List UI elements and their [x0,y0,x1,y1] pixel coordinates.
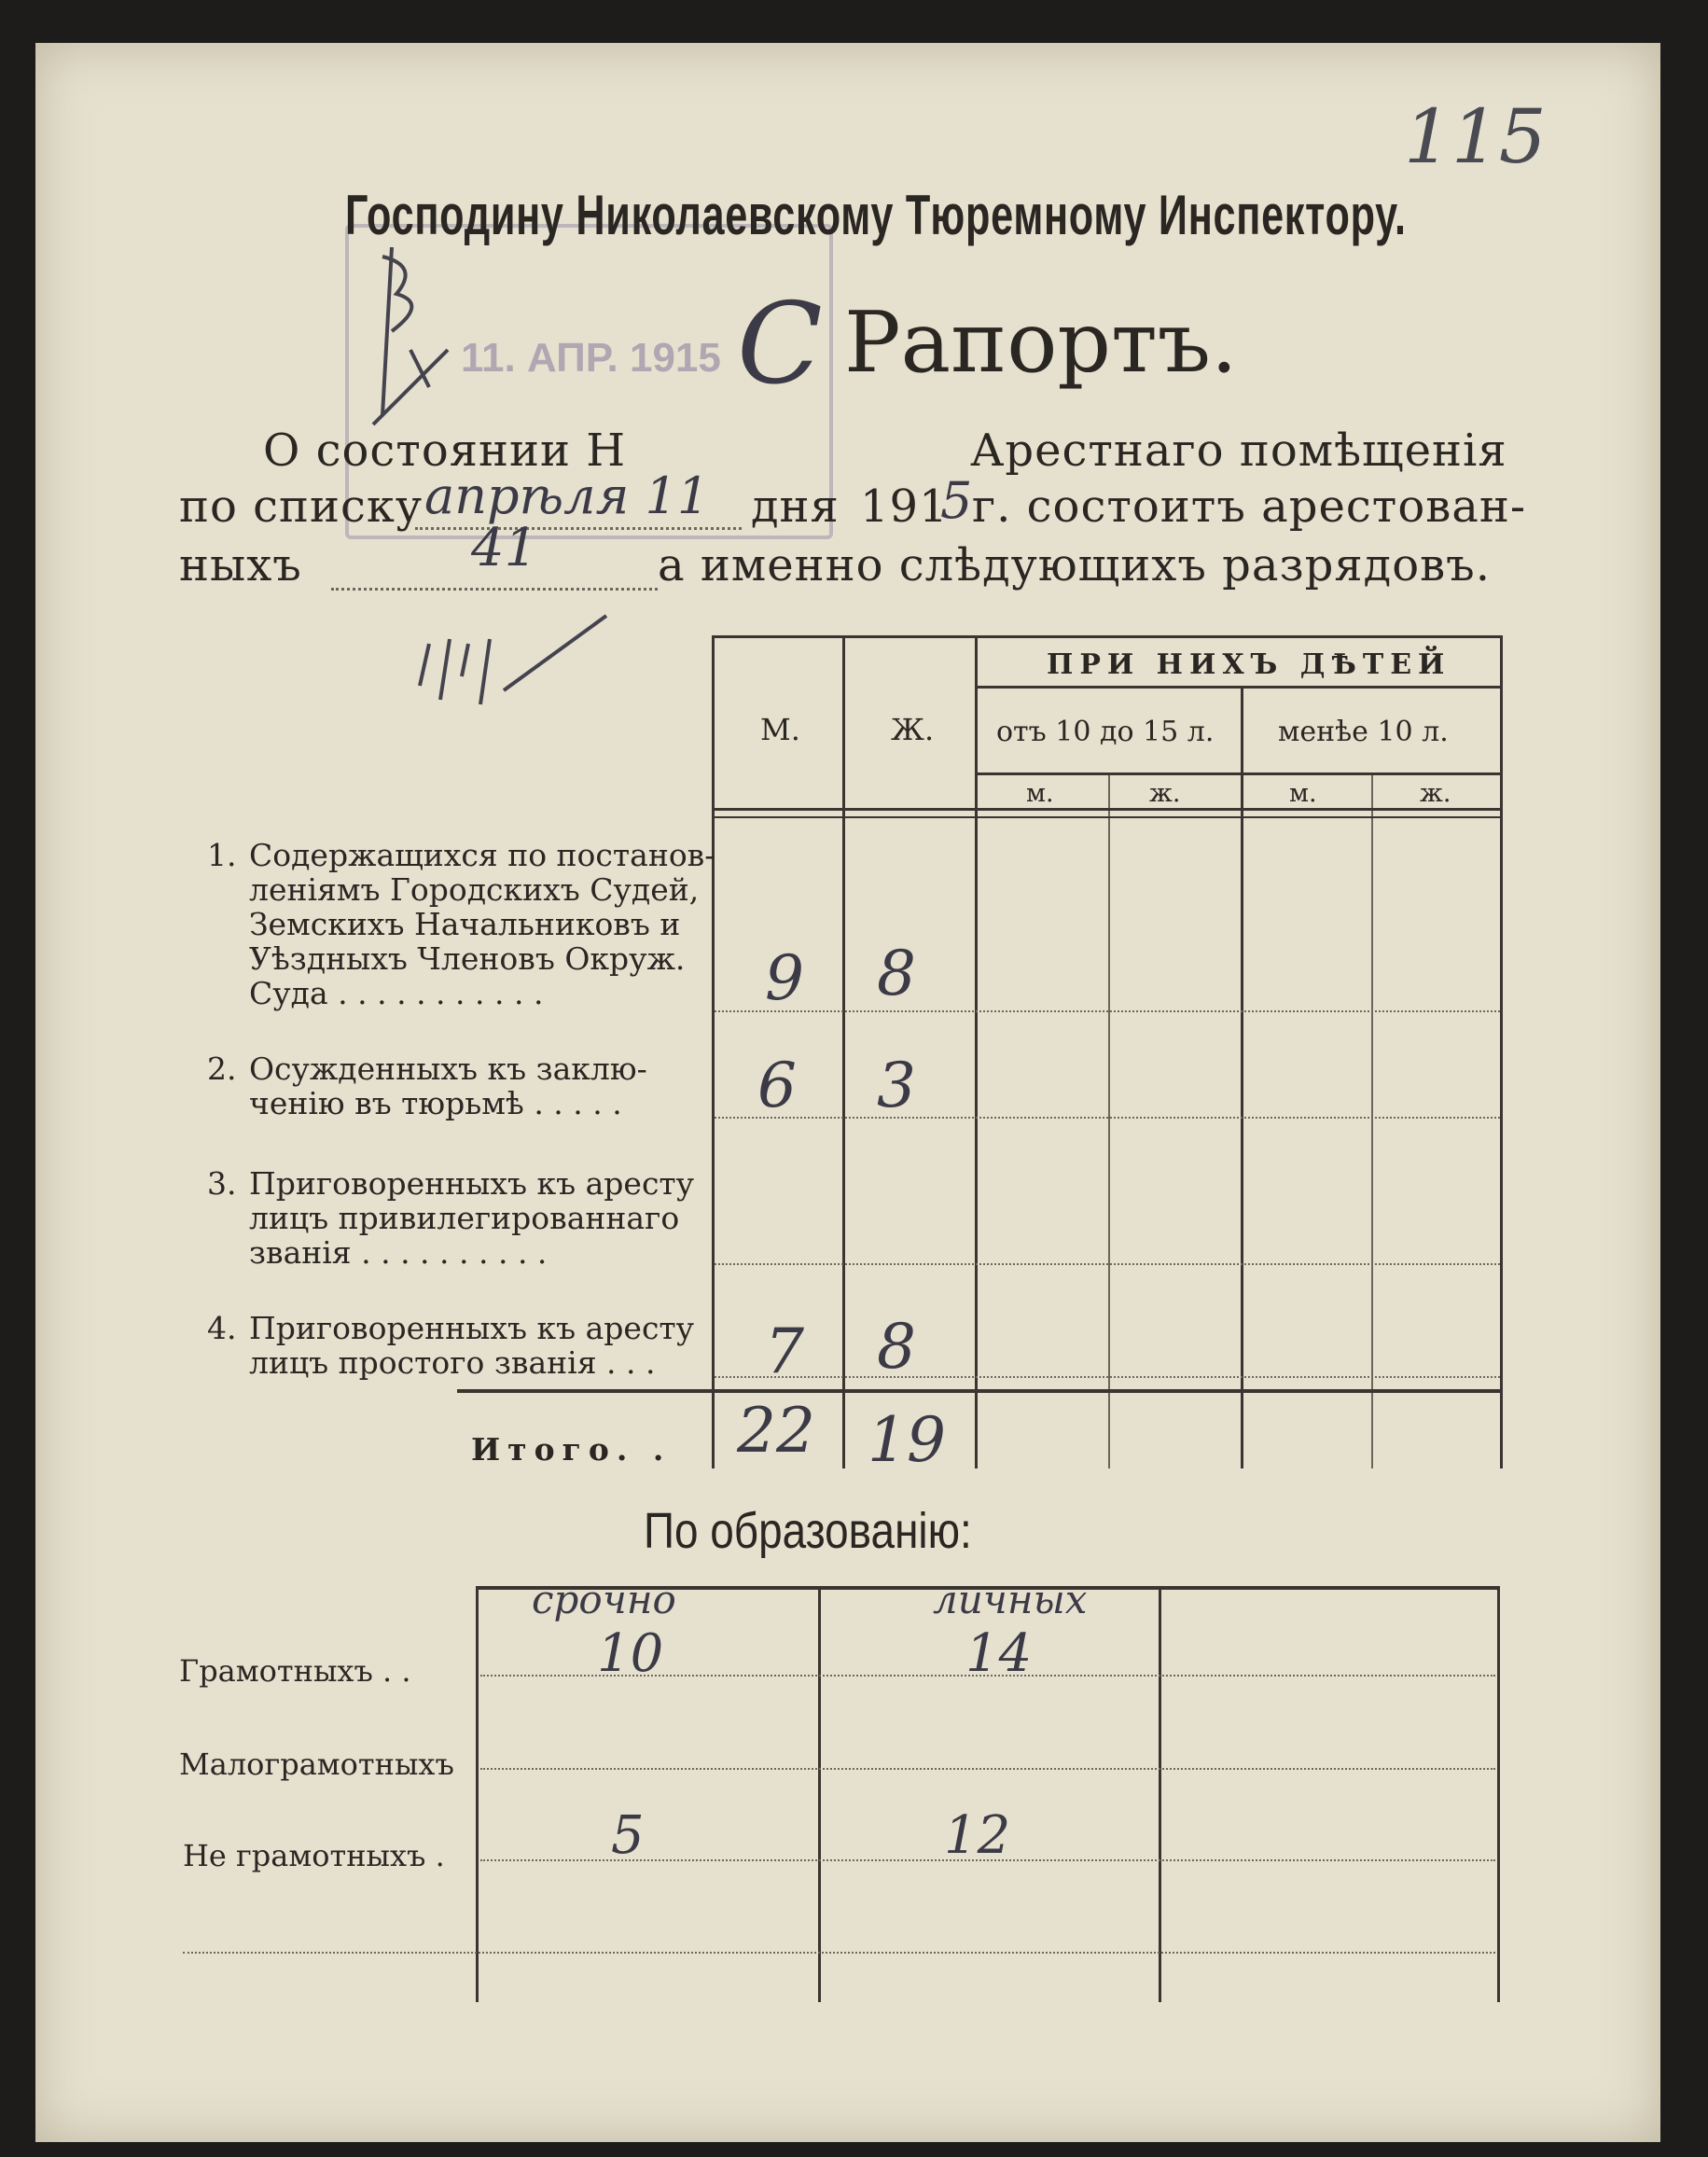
illiterate-col1: 5 [611,1805,645,1866]
education-col2-header: личных [933,1577,1088,1622]
table-total-rule [457,1389,1503,1393]
row-1-female: 8 [877,938,916,1009]
table-top-rule [712,635,1503,638]
header-age-under-10: менѣе 10 л. [1278,716,1449,748]
education-row-literate: Грамотныхъ . . [179,1653,411,1689]
education-row-illiterate: Не грамотныхъ . [183,1838,445,1873]
header-children: ПРИ НИХЪ ДѢТЕЙ [1047,648,1451,681]
handwritten-year-digit: 5 [940,471,973,530]
table-header-rule [712,808,1503,811]
intro-line-3-end: а именно слѣдующихъ разрядовъ. [658,539,1491,591]
dotted-line [415,527,742,530]
dotted-line [331,588,658,591]
row-4-male: 7 [765,1315,804,1387]
total-label: Итого. . [471,1431,672,1468]
table-header-rule [712,816,1503,818]
header-male: М. [760,712,800,747]
row-4-female: 8 [877,1311,916,1383]
table-col-rule [1371,774,1373,1468]
subheader-female: ж. [1420,779,1451,808]
handwritten-mark [354,238,466,434]
subheader-female: ж. [1149,779,1181,808]
intro-line-2-day: дня [751,480,840,533]
addressee: Господину Николаевскому Тюремному Инспектору. [345,184,1407,246]
intro-line-1-start: О состоянии Н [263,424,627,477]
education-col-rule [1159,1586,1161,2002]
table-rule [975,772,1503,775]
education-row-rule [183,1952,1495,1954]
table-col-rule [975,635,978,1468]
education-col-rule [818,1586,821,2002]
table-col-rule [1241,686,1243,1468]
page-number: 115 [1404,93,1547,180]
table-col-rule [1108,774,1110,1468]
subheader-male: м. [1289,779,1317,808]
total-male: 22 [737,1395,815,1467]
document-title: Рапортъ. [844,294,1238,392]
total-female: 19 [868,1404,946,1476]
row-2-male: 6 [757,1050,797,1121]
row-rule [715,1010,1500,1012]
table-left-rule [712,635,715,1468]
table-right-rule [1500,635,1503,1468]
table-col-rule [842,635,845,1468]
intro-line-2-year: 191 [860,480,949,533]
header-age-10-15: отъ 10 до 15 л. [996,716,1215,748]
intro-line-2-start: по списку [179,480,424,533]
row-rule [715,1376,1500,1378]
header-female: Ж. [891,712,935,747]
handwritten-total: 41 [471,518,538,578]
education-row-semi-literate: Малограмотныхъ [179,1746,454,1782]
education-row-rule [480,1768,1495,1770]
row-rule [715,1117,1500,1119]
stamp-date: 11. АПР. 1915 [461,335,721,381]
education-col-rule [476,1586,479,2002]
row-rule [715,1263,1500,1265]
education-col-rule [1497,1586,1500,2002]
intro-line-1-end: Арестнаго помѣщенія [970,424,1507,477]
intro-line-2-end: г. состоитъ арестован- [972,480,1527,533]
literate-col1: 10 [597,1623,664,1684]
education-title: По образованію: [644,1503,972,1559]
education-col1-header: срочно [532,1577,676,1622]
table-rule [975,686,1503,689]
illiterate-col2: 12 [944,1805,1011,1866]
handwritten-date: апрѣля 11 [424,466,710,525]
intro-line-3-start: ныхъ [179,539,302,591]
row-2-female: 3 [877,1050,916,1121]
subheader-male: м. [1026,779,1054,808]
signature-mark: С [737,280,823,410]
row-1-male: 9 [765,942,804,1014]
literate-col2: 14 [965,1623,1033,1684]
handwritten-mark [410,602,616,732]
